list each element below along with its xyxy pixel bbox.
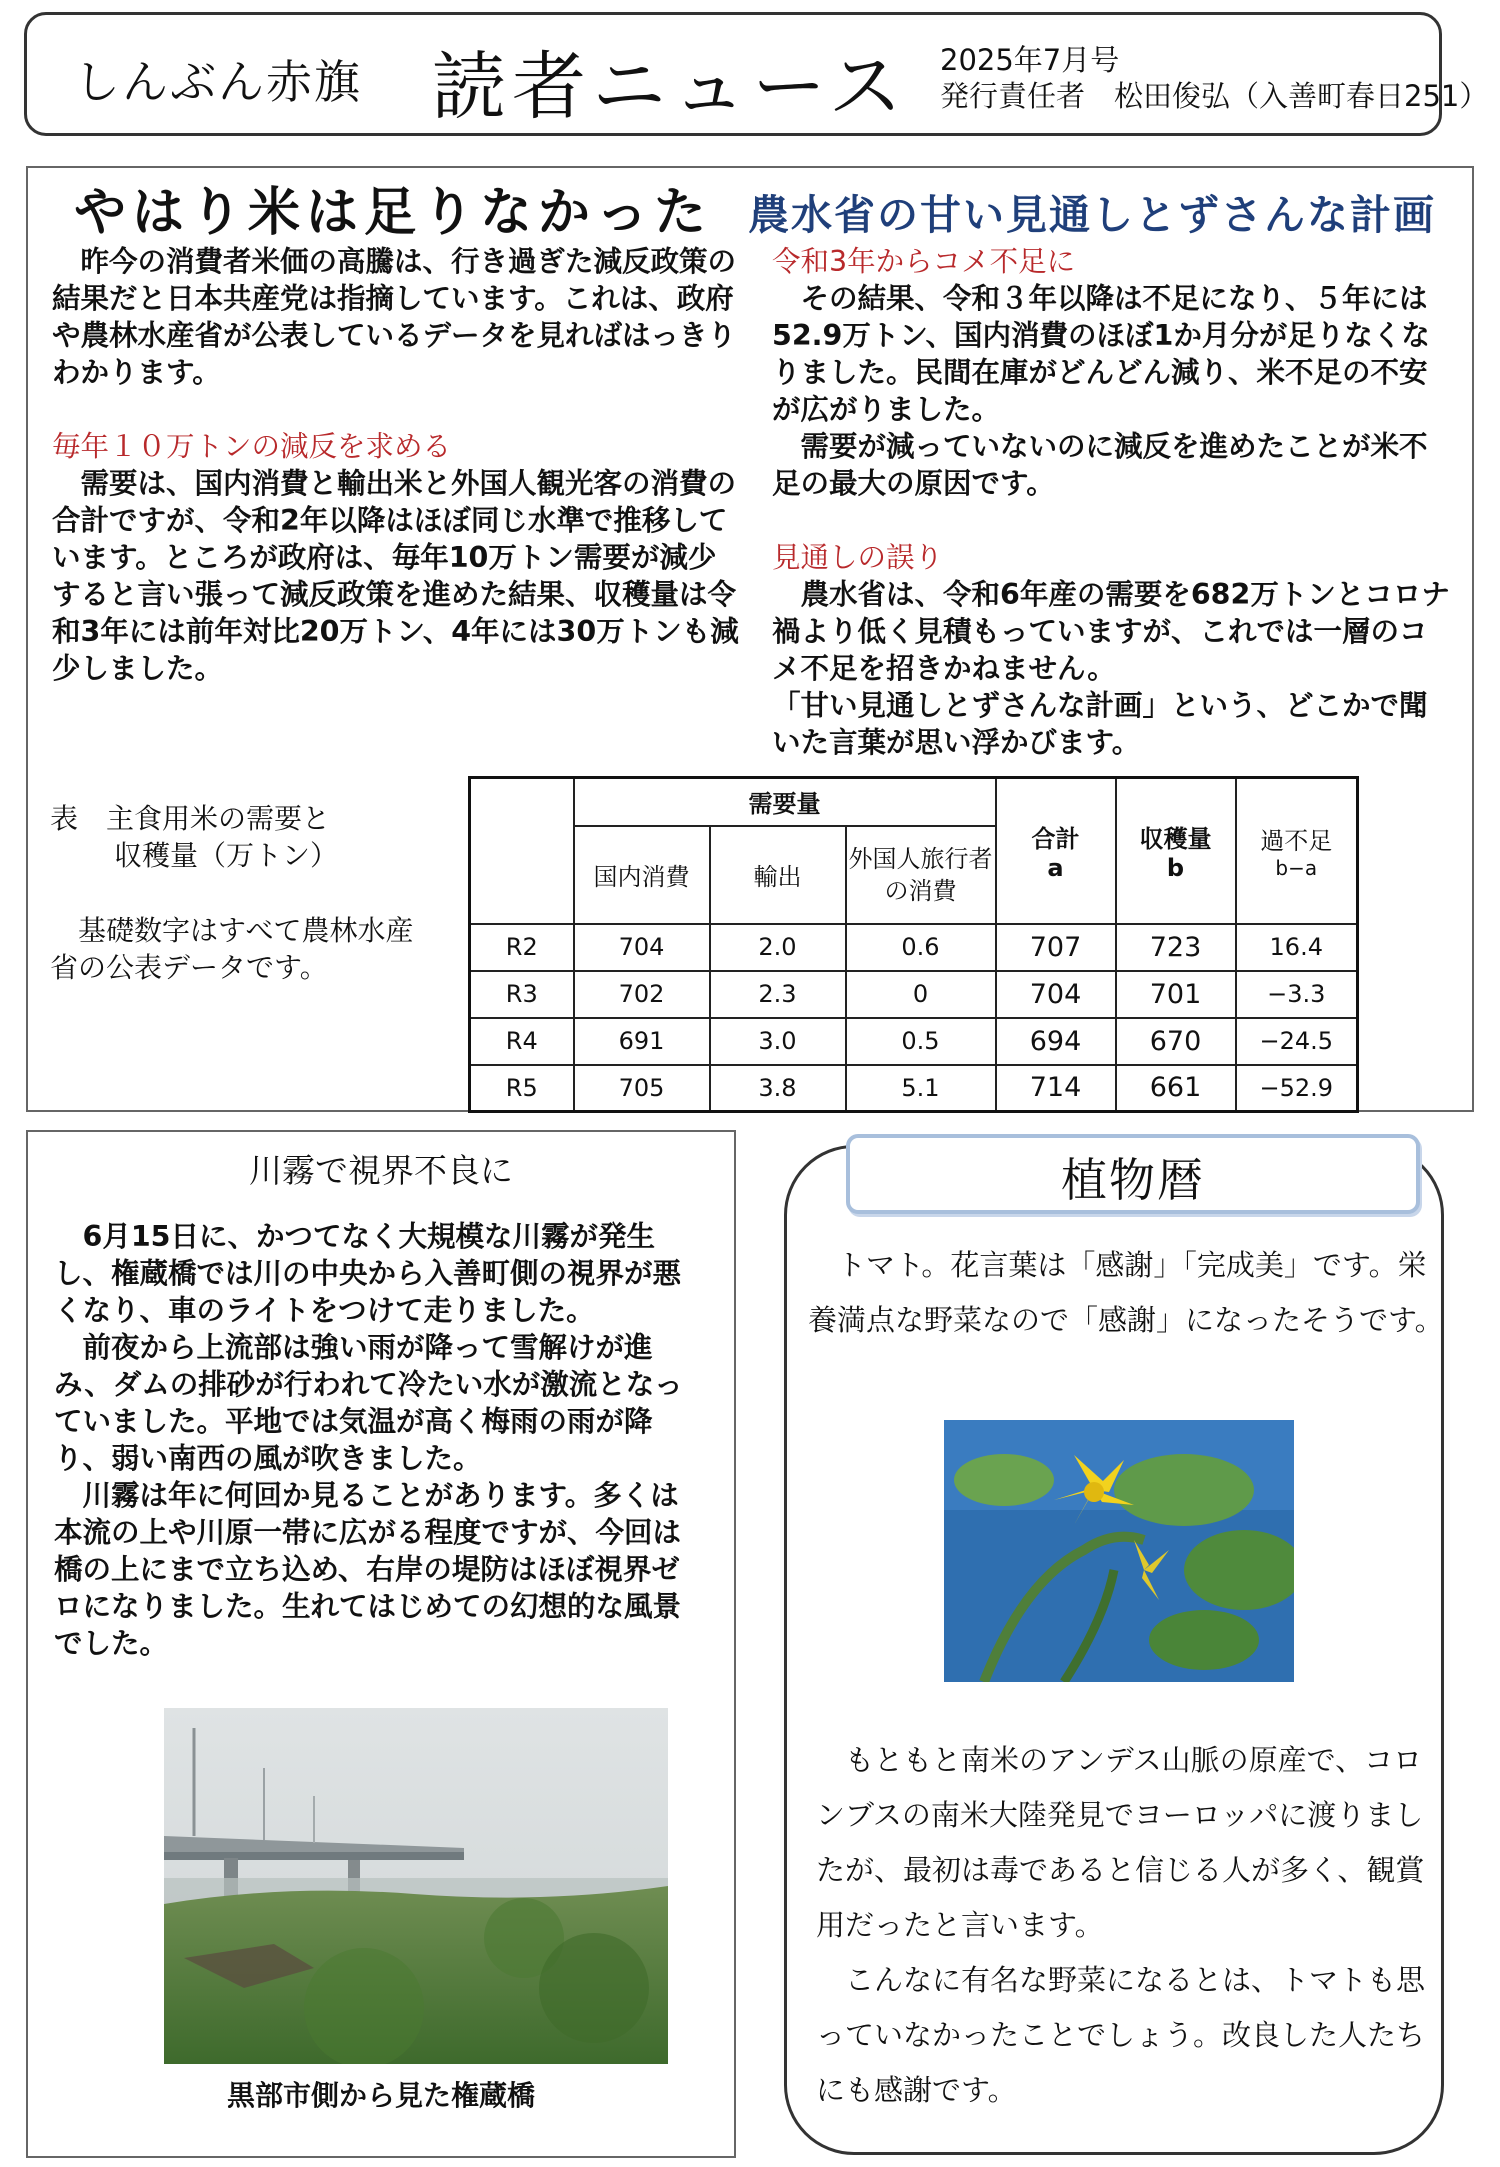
row-total: 694 [996, 1018, 1116, 1065]
section-body-shortage-2: 需要が減っていないのに減反を進めたことが米不足の最大の原因です。 [772, 430, 1428, 500]
header-harvest-label: 収穫量 [1139, 825, 1212, 854]
row-export: 2.3 [710, 971, 846, 1018]
row-export: 2.0 [710, 924, 846, 971]
header-tourist: 外国人旅行者の消費 [846, 826, 996, 924]
section-body-shortage-1: その結果、令和３年以降は不足になり、５年には52.9万トン、国内消費のほぼ1か月分が足りなくなりました。民間在庫がどんどん減り、米不足の不安が広がりました。 [772, 282, 1430, 426]
fog-paragraph-3: 川霧は年に何回か見ることがあります。多くは本流の上や川原一帯に広がる程度ですが、今回は橋の上にまで立ち込め、右岸の堤防はほぼ視界ゼロになりました。生れてはじめての幻想的な風景でした。 [54, 1479, 682, 1660]
table-caption-line-1: 表 主食用米の需要と [50, 802, 331, 835]
row-total: 714 [996, 1065, 1116, 1112]
header-harvest-sub: b [1166, 854, 1185, 883]
news-title: 読者ニュース [432, 44, 909, 130]
row-year: R2 [470, 924, 574, 971]
section-title-reduction: 毎年１０万トンの減反を求める [52, 430, 452, 463]
row-harvest: 670 [1116, 1018, 1236, 1065]
section-body-forecast-1: 農水省は、令和6年産の需要を682万トンとコロナ禍より低く見積もっていますが、これでは一層のコメ不足を招きかねません。 [772, 578, 1450, 685]
rice-subheadline: 農水省の甘い見通しとずさんな計画 [748, 191, 1436, 239]
tomato-flower-photo [944, 1420, 1294, 1682]
row-domestic: 705 [574, 1065, 710, 1112]
table-note: 基礎数字はすべて農林水産省の公表データです。 [50, 914, 414, 984]
table-row [470, 1065, 1358, 1112]
fog-article-title: 川霧で視界不良に [249, 1151, 513, 1190]
row-harvest: 661 [1116, 1065, 1236, 1112]
row-year: R4 [470, 1018, 574, 1065]
row-diff: −52.9 [1236, 1065, 1358, 1112]
row-tourist: 5.1 [846, 1065, 996, 1112]
row-tourist: 0.5 [846, 1018, 996, 1065]
header-total [996, 778, 1116, 924]
section-title-forecast: 見通しの誤り [772, 541, 944, 574]
fog-bridge-illustration [164, 1708, 668, 2064]
row-domestic: 702 [574, 971, 710, 1018]
header-diff-label: 過不足 [1260, 827, 1333, 856]
row-export: 3.8 [710, 1065, 846, 1112]
plant-calendar-intro: トマト。花言葉は「感謝」「完成美」です。栄養満点な野菜なので「感謝」になったそうです。 [808, 1248, 1444, 1337]
rice-article-right-column [772, 243, 1452, 761]
table-caption [50, 800, 430, 874]
row-total: 704 [996, 971, 1116, 1018]
plant-calendar-paragraph-1: もともと南米のアンデス山脈の原産で、コロンブスの南米大陸発見でヨーロッパに渡りましたが、最初は毒であると信じる人が多く、観賞用だったと言います。 [816, 1743, 1425, 1942]
row-diff: 16.4 [1236, 924, 1358, 971]
row-year: R3 [470, 971, 574, 1018]
row-export: 3.0 [710, 1018, 846, 1065]
header-export: 輸出 [710, 826, 846, 924]
table-header-row-1 [470, 778, 1358, 826]
plant-calendar-title: 植物暦 [1061, 1153, 1205, 1207]
header-diff [1236, 778, 1358, 924]
publisher-line: 発行責任者 松田俊弘（入善町春日251） [940, 79, 1489, 113]
row-diff: −24.5 [1236, 1018, 1358, 1065]
table-caption-line-2: 収穫量（万トン） [114, 839, 339, 872]
row-domestic: 691 [574, 1018, 710, 1065]
header-total-label: 合計 [1031, 825, 1080, 854]
row-tourist: 0.6 [846, 924, 996, 971]
fog-article-body [54, 1218, 704, 1662]
row-total: 707 [996, 924, 1116, 971]
row-harvest: 701 [1116, 971, 1236, 1018]
header-harvest [1116, 778, 1236, 924]
row-tourist: 0 [846, 971, 996, 1018]
rice-demand-table [468, 776, 1359, 1113]
header-domestic: 国内消費 [574, 826, 710, 924]
table-row [470, 1018, 1358, 1065]
row-year: R5 [470, 1065, 574, 1112]
row-diff: −3.3 [1236, 971, 1358, 1018]
table-corner-cell [470, 778, 574, 924]
fog-bridge-photo [164, 1708, 668, 2064]
table-row [470, 971, 1358, 1018]
header-demand-group: 需要量 [574, 778, 996, 826]
plant-calendar-body [816, 1733, 1446, 2118]
section-title-shortage: 令和3年からコメ不足に [772, 245, 1076, 278]
section-body-reduction: 需要は、国内消費と輸出米と外国人観光客の消費の合計ですが、令和2年以降はほぼ同じ水準で推移しています。ところが政府は、毎年10万トン需要が減少すると言い張って減反政策を進めた結果、収穫量は令和3年には前年対比20万トン、4年には30万トンも減少しました。 [52, 467, 739, 685]
fog-photo-caption: 黒部市側から見た権蔵橋 [226, 2079, 535, 2112]
rice-headline: やはり米は足りなかった [74, 183, 713, 243]
tomato-flower-illustration [944, 1420, 1294, 1682]
plant-calendar-paragraph-2: こんなに有名な野菜になるとは、トマトも思っていなかったことでしょう。改良した人たちにも感謝です。 [816, 1963, 1426, 2107]
row-harvest: 723 [1116, 924, 1236, 971]
header-diff-sub: b−a [1275, 856, 1318, 881]
paper-name: しんぶん赤旗 [74, 55, 362, 109]
issue-date: 2025年7月号 [940, 43, 1120, 77]
row-domestic: 704 [574, 924, 710, 971]
rice-intro: 昨今の消費者米価の高騰は、行き過ぎた減反政策の結果だと日本共産党は指摘しています。これは、政府や農林水産省が公表しているデータを見ればはっきりわかります。 [52, 245, 737, 389]
table-row [470, 924, 1358, 971]
fog-paragraph-2: 前夜から上流部は強い雨が降って雪解けが進み、ダムの排砂が行われて冷たい水が激流となっていました。平地では気温が高く梅雨の雨が降り、弱い南西の風が吹きました。 [54, 1331, 683, 1475]
header-total-sub: a [1047, 854, 1064, 883]
section-body-forecast-2: 「甘い見通しとずさんな計画」という、どこかで聞いた言葉が思い浮かびます。 [772, 689, 1428, 759]
fog-paragraph-1: 6月15日に、かつてなく大規模な川霧が発生し、権蔵橋では川の中央から入善町側の視界が悪くなり、車のライトをつけて走りました。 [54, 1220, 682, 1327]
rice-article-left-column [52, 243, 742, 687]
